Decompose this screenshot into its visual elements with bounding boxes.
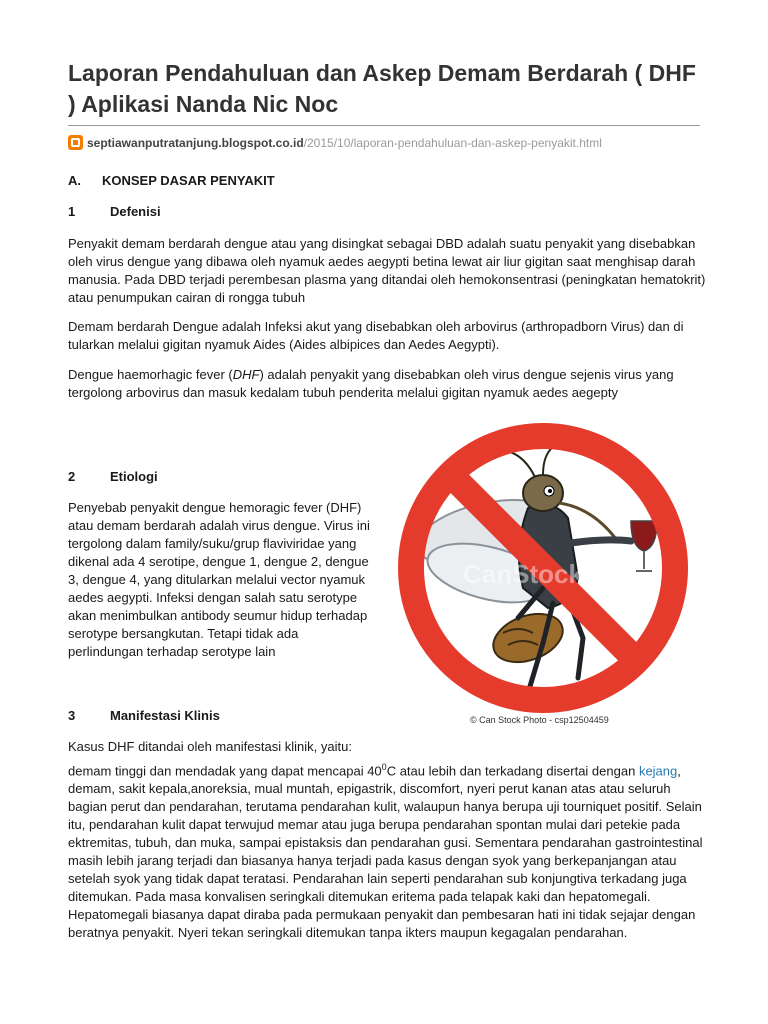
source-domain[interactable]: septiawanputratanjung.blogspot.co.id <box>87 136 304 150</box>
blogger-icon <box>68 135 83 150</box>
source-path[interactable]: /2015/10/laporan-pendahuluan-dan-askep-penyakit.html <box>303 136 602 150</box>
section-1-title: Defenisi <box>110 204 161 219</box>
manifestation-paragraph: demam tinggi dan mendadak yang dapat mencapai $40^0C$ atau lebih dan terkadang disertai dengan kejang, demam, sakit kepala,anoreksia, mual muntah, epigastrik, discomfort, nyeri perut kanan atas atau seluruh bagian perut dan pendarahan, terutama pendarahan kulit, walaupun hanya berupa uji tourniquet positif. Selain itu, pendarahan kulit dapat terwujud memar atau juga berupa pendarahan spontan mulai dari petekie pada ektremitas, tubuh, dan muka, sampai epistaksis dan pendarahan gusi. Sementara pendarahan gastrointestinal masih lebih jarang terjadi dan biasanya hanya terjadi pada kasus dengan syok yang berkepanjangan atau setelah syok yang tidak dapat teratasi. Pendarahan lain seperti pendarahan sub konjungtiva terkadang juga ditemukan. Pada masa konvalisen seringkali ditemukan eritema pada telapak kaki dan hepatomegali. Hepatomegali biasanya dapat diraba pada permukaan penyakit dan pembesaran hati ini tidak sejajar dengan beratnya penyakit. Nyeri tekan seringkali ditemukan tanpa ikters maupun kegagalan pendarahan. <box>68 762 703 941</box>
etiology-paragraph: Penyebab penyakit dengue hemoragic fever (DHF) atau demam berdarah adalah virus dengue. Virus ini tergolong dalam family/suku/grup flaviviridae yang dikenal ada 4 serotipe, dengue 1, dengue 2, dengue 3, dengue 4, yang ditularkan melalui vector nyamuk aedes aegypti. Infeksi dengan salah satu serotype akan menimbulkan antibody seumur hidup terhadap serotype bersangkutan. Tetapi tidak ada perlindungan terhadap serotype lain <box>68 500 370 659</box>
section-a-title: KONSEP DASAR PENYAKIT <box>102 173 275 188</box>
mosquito-head <box>523 475 563 511</box>
section-2-title: Etiologi <box>110 469 158 484</box>
section-3-number: 3 <box>68 708 76 723</box>
section-a-heading <box>68 173 275 189</box>
kejang-link[interactable]: kejang <box>638 763 678 779</box>
title-divider <box>68 125 700 126</box>
section-2-number: 2 <box>68 469 76 484</box>
definition-paragraph-3: Dengue haemorhagic fever (DHF) adalah penyakit yang disebabkan oleh virus dengue sejenis virus yang tergolong arbovirus dan masuk kedalam tubuh penderita melalui gigitan nyamuk aedes aegepty <box>68 367 674 400</box>
section-a-letter: A. <box>68 173 81 188</box>
section-1-number: 1 <box>68 204 76 219</box>
document-title: Laporan Pendahuluan dan Askep Demam Berdarah ( DHF ) Aplikasi Nanda Nic Noc <box>68 60 696 117</box>
no-mosquito-figure <box>393 413 693 723</box>
manifestation-intro: Kasus DHF ditandai oleh manifestasi klinik, yaitu: <box>68 739 352 754</box>
section-3-title: Manifestasi Klinis <box>110 708 220 723</box>
definition-paragraph-1: Penyakit demam berdarah dengue atau yang disingkat sebagai DBD adalah suatu penyakit yang disebabkan oleh virus dengue yang dibawa oleh nyamuk aedes aegypti betina lewat air liur gigitan saat menghisap darah manusia. Pada DBD terjadi perembesan plasma yang ditandai oleh hemokonsentrasi (peningkatan hematokrit) atau penumpukan cairan di rongga tubuh <box>68 236 706 305</box>
wine-glass-icon <box>631 521 657 551</box>
watermark-text: CanStock <box>463 559 583 589</box>
section-3-heading <box>68 708 220 724</box>
mosquito-abdomen <box>487 605 570 671</box>
definition-paragraph-2: Demam berdarah Dengue adalah Infeksi akut yang disebabkan oleh arbovirus (arthropadborn Virus) dan di tularkan melalui gigitan nyamuk Aides (Aides albipices dan Aedes Aegypti). <box>68 319 684 352</box>
source-line <box>68 135 602 151</box>
prohibition-sign-icon <box>393 413 693 723</box>
section-1-heading <box>68 204 161 220</box>
section-2-heading <box>68 469 158 485</box>
dhf-italic: DHF <box>232 367 260 382</box>
figure-caption: © Can Stock Photo - csp12504459 <box>470 715 609 725</box>
